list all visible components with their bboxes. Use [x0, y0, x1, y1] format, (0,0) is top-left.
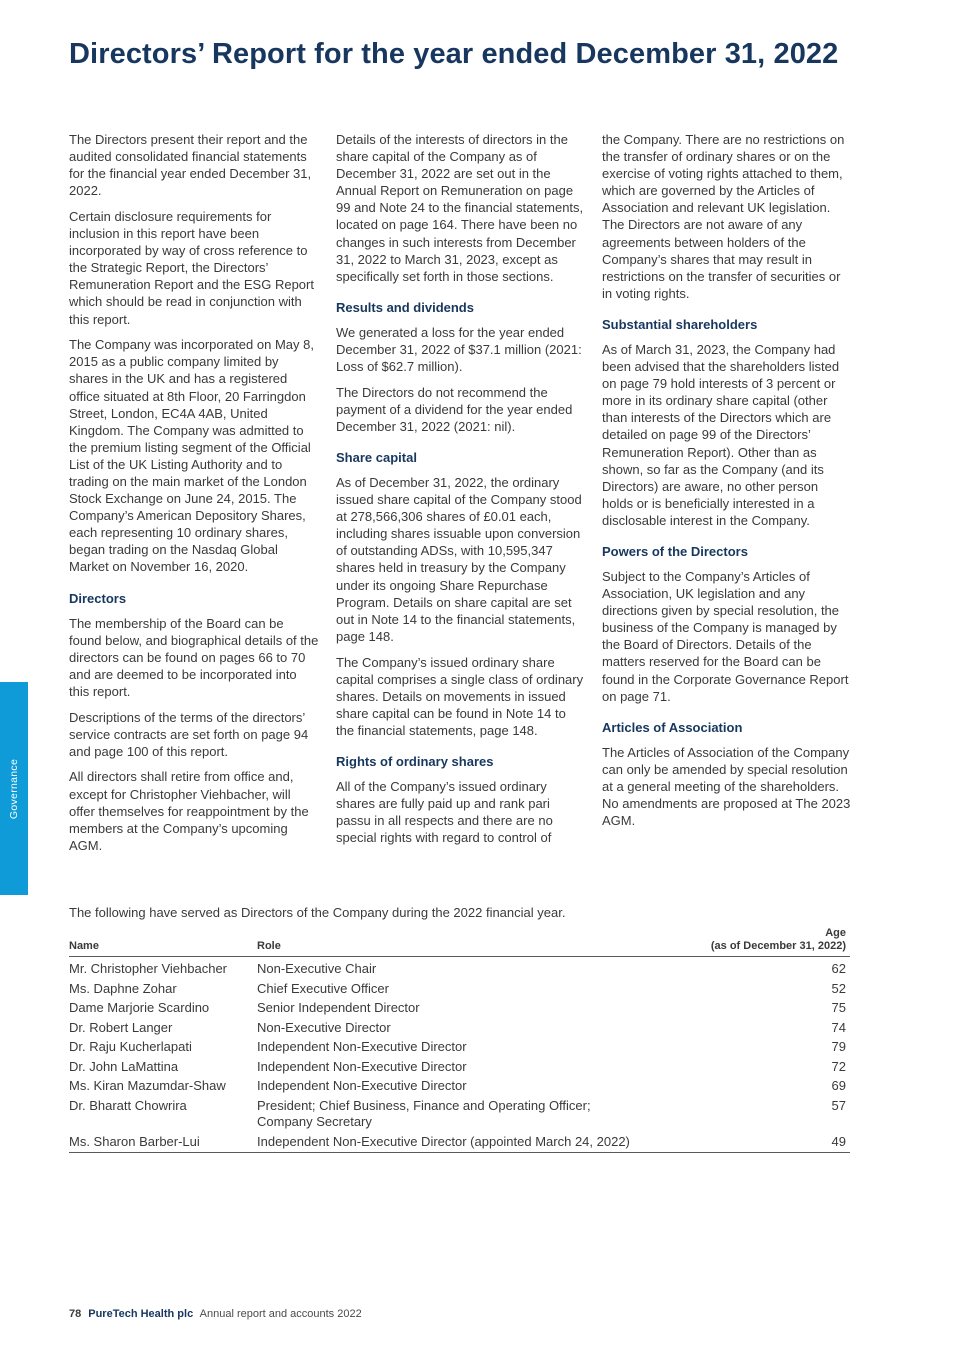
table-intro: The following have served as Directors of the Company during the 2022 financial year. [69, 905, 566, 920]
director-age: 75 [831, 1000, 846, 1015]
paragraph: Details of the interests of directors in the share capital of the Company as of December 31, 2022 are set out in the Annual Report on Remuneration on page 99 and Note 24 to the financial statements, located on page 164. There have been no changes in such interests from December 31, 2022 to March 31, 2023, except as specifically set forth in those sections. [336, 132, 584, 284]
director-age: 57 [831, 1097, 846, 1113]
page-title: Directors’ Report for the year ended December 31, 2022 [69, 38, 839, 70]
header-age-line1: Age [825, 927, 846, 939]
heading-articles-association: Articles of Association [602, 719, 743, 735]
director-role: Independent Non-Executive Director [257, 1078, 467, 1093]
paragraph: the Company. There are no restrictions on the transfer of ordinary shares or on the exercise of voting rights attached to them, which are governed by the Articles of Association and relevant UK legislation. The Directors are not aware of any agreements between holders of the Company’s shares that may result in restrictions on the transfer of securities or in voting rights. [602, 132, 845, 301]
paragraph: Certain disclosure requirements for inclusion in this report have been incorporated by way of cross reference to the Strategic Report, the Directors’ Remuneration Report and the ESG Report which should be read in conjunction with this report. [69, 208, 314, 327]
director-role: Chief Executive Officer [257, 980, 389, 996]
page-number: 78 [69, 1308, 82, 1320]
paragraph: Descriptions of the terms of the directors’ service contracts are set forth on page 94 and page 100 of this report. [69, 709, 309, 759]
table-header-row [69, 927, 850, 957]
director-name: Ms. Daphne Zohar [69, 980, 177, 996]
table-row [69, 1018, 850, 1038]
director-age: 72 [831, 1058, 846, 1074]
director-name: Dr. Raju Kucherlapati [69, 1039, 192, 1054]
director-role [257, 1096, 689, 1132]
paragraph: Subject to the Company’s Articles of Association, UK legislation and any directions given by special resolution, the business of the Company is managed by the Board of Directors. Details of the matters reserved for the Board can be found in the Corporate Governance Report on page 71. [602, 568, 849, 704]
paragraph: The Articles of Association of the Company can only be amended by special resolution at a general meeting of the shareholders. No amendments are proposed at The 2023 AGM. [602, 744, 851, 829]
table-row [69, 1096, 850, 1132]
page-footer [69, 1308, 362, 1320]
heading-powers-directors: Powers of the Directors [602, 543, 748, 559]
table-row [69, 999, 850, 1019]
document-name: Annual report and accounts 2022 [199, 1308, 362, 1320]
paragraph: As of December 31, 2022, the ordinary issued share capital of the Company stood at 278,566,306 shares of £0.01 each, including shares issuable upon conversion of outstanding ADSs, with 10,595,347 shares held in treasury by the Company under its ongoing Share Repurchase Program. Details on share capital are set out in Note 14 to the financial statements, page 148. [336, 475, 582, 644]
director-age: 49 [689, 1132, 850, 1153]
table-row [69, 1038, 850, 1058]
director-role: Independent Non-Executive Director [257, 1058, 467, 1074]
paragraph: The Directors do not recommend the payment of a dividend for the year ended December 31, 2022 (2021: nil). [336, 384, 573, 434]
directors-table [69, 927, 850, 1153]
director-age: 69 [831, 1078, 846, 1093]
section-tab-label: Governance [8, 758, 20, 819]
heading-rights-ordinary-shares: Rights of ordinary shares [336, 754, 494, 769]
paragraph: The Company’s issued ordinary share capital comprises a single class of ordinary shares. Details on movements in issued share capital can be found in Note 14 to the financial statements, page 148. [336, 654, 584, 738]
director-name: Ms. Kiran Mazumdar-Shaw [69, 1078, 226, 1093]
header-role: Role [257, 927, 689, 957]
heading-directors: Directors [69, 590, 127, 606]
heading-share-capital: Share capital [336, 450, 417, 465]
director-role: Independent Non-Executive Director (appointed March 24, 2022) [257, 1132, 689, 1153]
paragraph: As of March 31, 2023, the Company had been advised that the shareholders listed on page 79 hold interests of 3 percent or more in its ordinary share capital (other than interests of the Directors which are detailed on page 99 of the Directors’ Remuneration Report). Other than as shown, so far as the Company (and its Directors) are aware, no other person holds or is beneficially interested in a disclosable interest in the Company. [602, 341, 840, 528]
table-row [69, 979, 850, 999]
director-age: 52 [831, 980, 846, 996]
director-age: 74 [831, 1019, 846, 1035]
heading-results-dividends: Results and dividends [336, 299, 474, 315]
section-tab [0, 682, 28, 895]
director-name: Dr. Robert Langer [69, 1019, 173, 1035]
company-name: PureTech Health plc [88, 1308, 194, 1320]
director-role: Senior Independent Director [257, 1000, 420, 1015]
director-name: Ms. Sharon Barber-Lui [69, 1132, 257, 1153]
director-role-line1: President; Chief Business, Finance and Operating Officer; [257, 1097, 591, 1113]
paragraph: The Company was incorporated on May 8, 2015 as a public company limited by shares in the UK and has a registered office situated at 8th Floor, 20 Farringdon Street, London, EC4A 4AB, United Kingdom. The Company was admitted to the premium listing segment of the Official List of the UK Listing Authority and to trading on the main market of the London Stock Exchange on June 24, 2015. The Company’s American Depository Shares, each representing 10 ordinary shares, began trading on the Nasdaq Global Market on November 16, 2020. [69, 337, 314, 575]
table-row [69, 1057, 850, 1077]
director-name: Dame Marjorie Scardino [69, 1000, 210, 1015]
paragraph: All directors shall retire from office and, except for Christopher Viehbacher, will offer themselves for reappointment by the members at the Company’s upcoming AGM. [69, 769, 309, 853]
table-row [69, 957, 850, 980]
header-age [689, 927, 850, 957]
director-role: Independent Non-Executive Director [257, 1039, 467, 1054]
paragraph: All of the Company’s issued ordinary shares are fully paid up and rank pari passu in all respects and there are no special rights with regard to control of [336, 779, 553, 846]
paragraph: We generated a loss for the year ended December 31, 2022 of $37.1 million (2021: Loss of $62.7 million). [336, 324, 582, 375]
director-age: 62 [831, 961, 846, 976]
director-name: Dr. Bharatt Chowrira [69, 1097, 187, 1113]
text-column-3 [602, 131, 852, 838]
table-row [69, 1132, 850, 1153]
heading-substantial-shareholders: Substantial shareholders [602, 316, 758, 332]
text-column-1 [69, 131, 319, 863]
director-role: Non-Executive Chair [257, 961, 377, 976]
director-age: 79 [831, 1039, 846, 1054]
paragraph: The Directors present their report and the audited consolidated financial statements for the financial year ended December 31, 2022. [69, 132, 312, 199]
text-column-2 [336, 131, 586, 855]
table-row [69, 1077, 850, 1097]
director-name: Mr. Christopher Viehbacher [69, 961, 228, 976]
paragraph: The membership of the Board can be found below, and biographical details of the directors can be found on pages 66 to 70 and are deemed to be incorporated into this report. [69, 615, 319, 699]
director-role: Non-Executive Director [257, 1019, 391, 1035]
header-name: Name [69, 927, 257, 957]
director-name: Dr. John LaMattina [69, 1058, 179, 1074]
header-age-line2: (as of December 31, 2022) [710, 940, 846, 952]
director-role-line2: Company Secretary [257, 1114, 372, 1129]
